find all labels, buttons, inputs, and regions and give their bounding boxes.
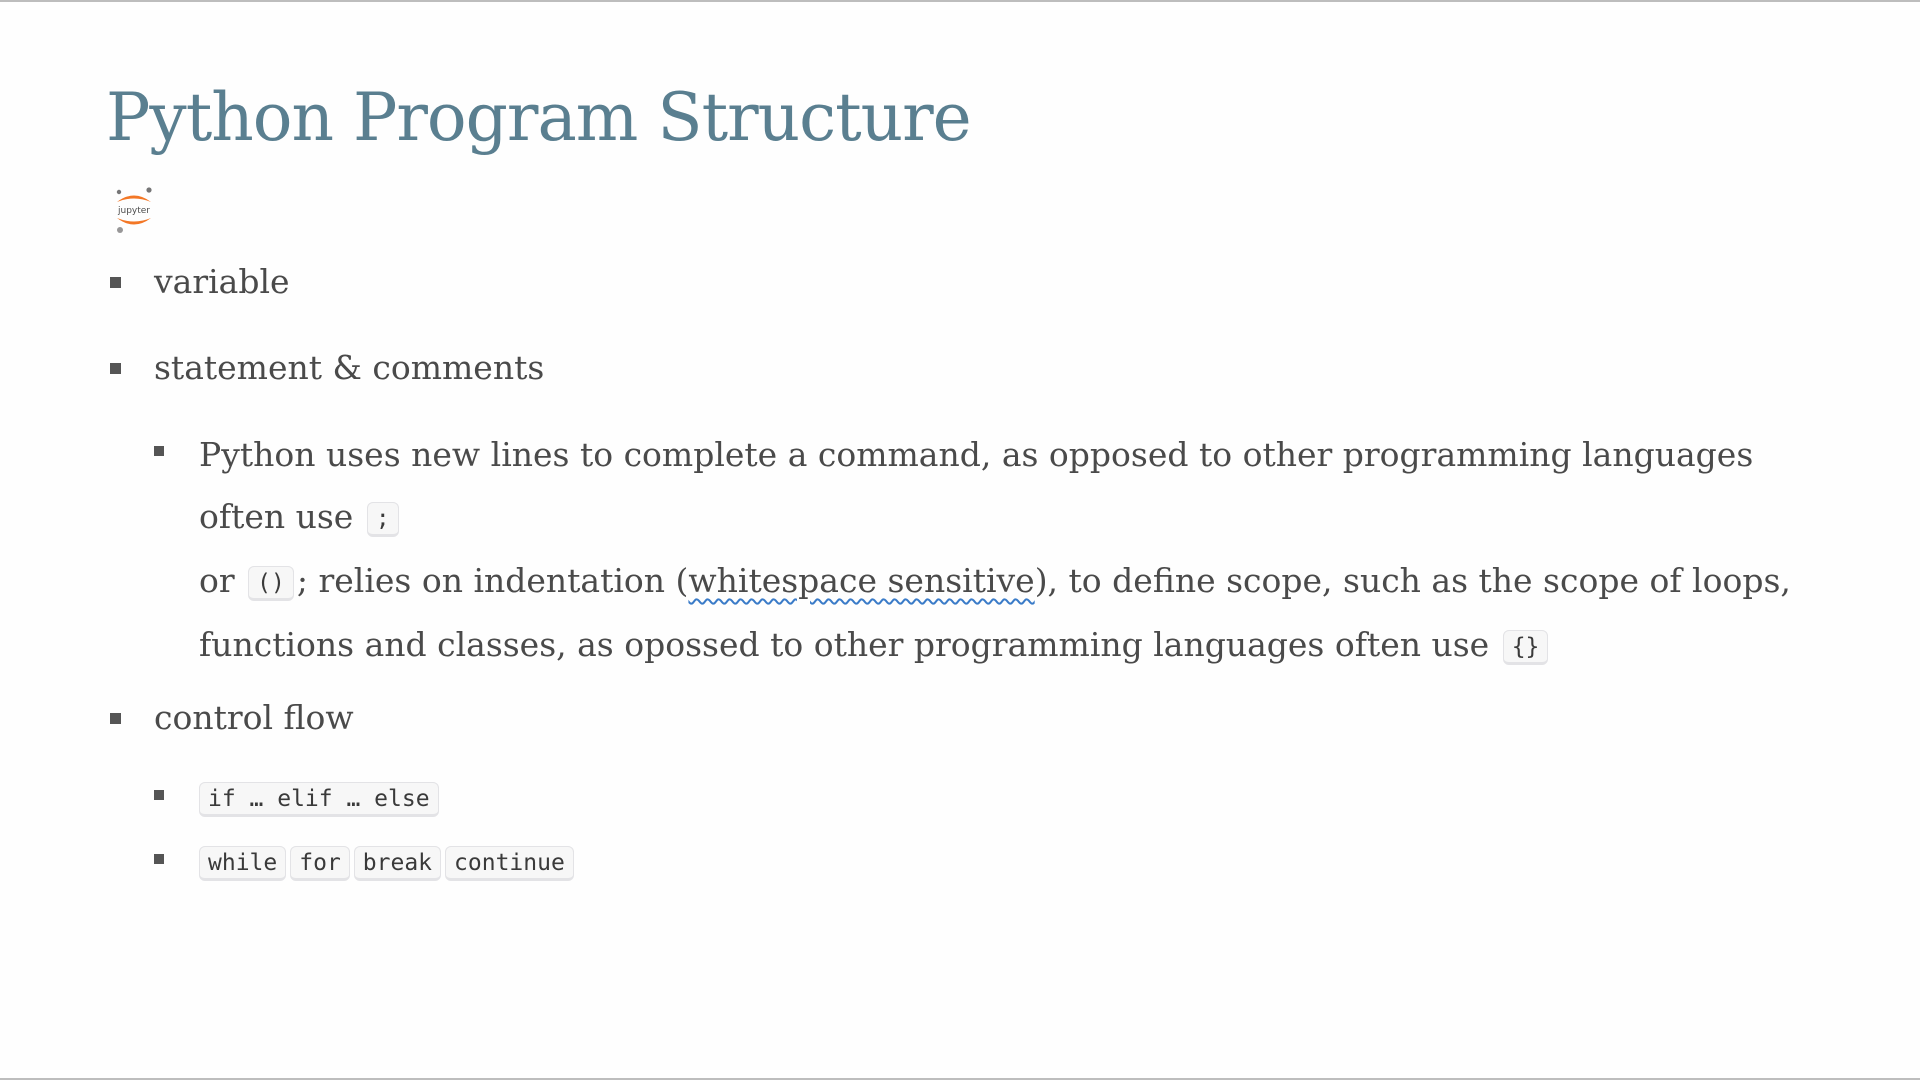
- sub-item-newlines: [154, 424, 1826, 678]
- code-if-elif-else: if … elif … else: [199, 782, 439, 817]
- code-for: for: [290, 846, 350, 881]
- svg-text:jupyter: jupyter: [117, 206, 151, 216]
- text: or: [199, 561, 235, 600]
- text: Python uses new lines to complete a command, as opposed to other programming languages often use: [199, 435, 1754, 536]
- code-parens: (): [248, 566, 294, 601]
- item-label: control flow: [154, 698, 354, 737]
- control-flow-sublist: [154, 766, 1826, 894]
- code-braces: {}: [1503, 630, 1549, 665]
- square-bullet-icon: [110, 277, 121, 288]
- item-label: variable: [154, 262, 290, 301]
- sub-item-conditionals: [154, 766, 1826, 830]
- text: ), to define scope, such as the scope of loops, functions and classes, as opossed to other programming languages often use: [199, 561, 1791, 664]
- code-break: break: [354, 846, 441, 881]
- list-item-control-flow: [106, 696, 1826, 894]
- statements-sublist: [154, 424, 1826, 678]
- list-item-variable: [106, 260, 1826, 304]
- square-bullet-icon: [154, 854, 164, 864]
- spellcheck-underlined-text[interactable]: whitespace sensitive: [688, 561, 1035, 600]
- topic-list: [106, 260, 1826, 912]
- item-label: statement & comments: [154, 348, 545, 387]
- code-semicolon: ;: [367, 502, 399, 537]
- slide-title: Python Program Structure: [106, 79, 971, 156]
- top-border: [0, 0, 1920, 2]
- sub-item-loops: [154, 830, 1826, 894]
- slide: [106, 70, 1826, 876]
- list-item-statements: [106, 346, 1826, 678]
- square-bullet-icon: [154, 790, 164, 800]
- jupyter-logo-icon: [112, 186, 156, 234]
- code-while: while: [199, 846, 286, 881]
- text: ; relies on indentation (: [296, 561, 689, 600]
- code-continue: continue: [445, 846, 574, 881]
- square-bullet-icon: [154, 446, 164, 456]
- square-bullet-icon: [110, 363, 121, 374]
- square-bullet-icon: [110, 713, 121, 724]
